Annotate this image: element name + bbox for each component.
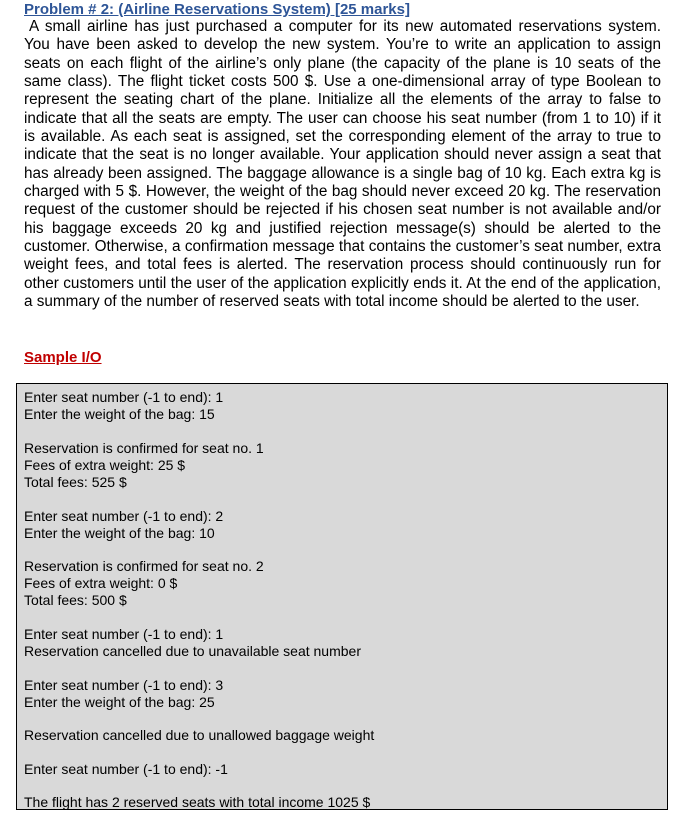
io-line: Total fees: 500 $ (24, 592, 127, 608)
io-line: Reservation cancelled due to unallowed baggage weight (24, 727, 375, 743)
problem-description-text: A small airline has just purchased a computer for its new automated reservations system. You have been asked to develop the new system. You’re to write an application to assign seats on each flight of the airline’s only plane (the capacity of the plane is 10 seats of the same class). The flight ticket costs 500 $. Use a one-dimensional array of type Boolean to represent the seating chart of the plane. Initialize all the elements of the array to false to indicate that all the seats are empty. The user can choose his seat number (from 1 to 10) if it is available. As each seat is assigned, set the corresponding element of the array to true to indicate that the seat is no longer available. Your application should never assign a seat that has already been assigned. The baggage allowance is a single bag of 10 kg. Each extra kg is charged with 5 $. However, the weight of the bag should never exceed 20 kg. The reservation request of the customer should be rejected if his chosen seat number is not available and/or his baggage exceeds 20 kg and justified rejection message(s) should be alerted to the customer. Otherwise, a confirmation message that contains the customer’s seat number, extra weight fees, and total fees is alerted. The reservation process should continuously run for other customers until the user of the application explicitly ends it. At the end of the application, a summary of the number of reserved seats with total income should be alerted to the user. (24, 18, 661, 311)
sample-io-box (16, 383, 668, 810)
problem-description (24, 18, 661, 312)
io-line: Enter the weight of the bag: 10 (24, 525, 215, 541)
io-line: The flight has 2 reserved seats with total income 1025 $ (24, 794, 371, 810)
problem-title: Problem # 2: (Airline Reservations System) [25 marks] (24, 1, 410, 18)
io-line: Reservation is confirmed for seat no. 1 (24, 440, 264, 456)
io-line: Enter the weight of the bag: 25 (24, 694, 215, 710)
sample-io-title: Sample I/O (24, 349, 102, 366)
io-line: Fees of extra weight: 25 $ (24, 457, 186, 473)
io-line: Reservation is confirmed for seat no. 2 (24, 558, 264, 574)
io-line: Reservation cancelled due to unavailable seat number (24, 643, 361, 659)
io-line: Enter seat number (-1 to end): -1 (24, 761, 228, 777)
io-line: Enter seat number (-1 to end): 1 (24, 626, 224, 642)
io-line: Enter seat number (-1 to end): 2 (24, 508, 224, 524)
io-line: Enter the weight of the bag: 15 (24, 406, 215, 422)
io-line: Fees of extra weight: 0 $ (24, 575, 178, 591)
io-line: Total fees: 525 $ (24, 474, 127, 490)
io-line: Enter seat number (-1 to end): 3 (24, 677, 224, 693)
io-line: Enter seat number (-1 to end): 1 (24, 389, 224, 405)
